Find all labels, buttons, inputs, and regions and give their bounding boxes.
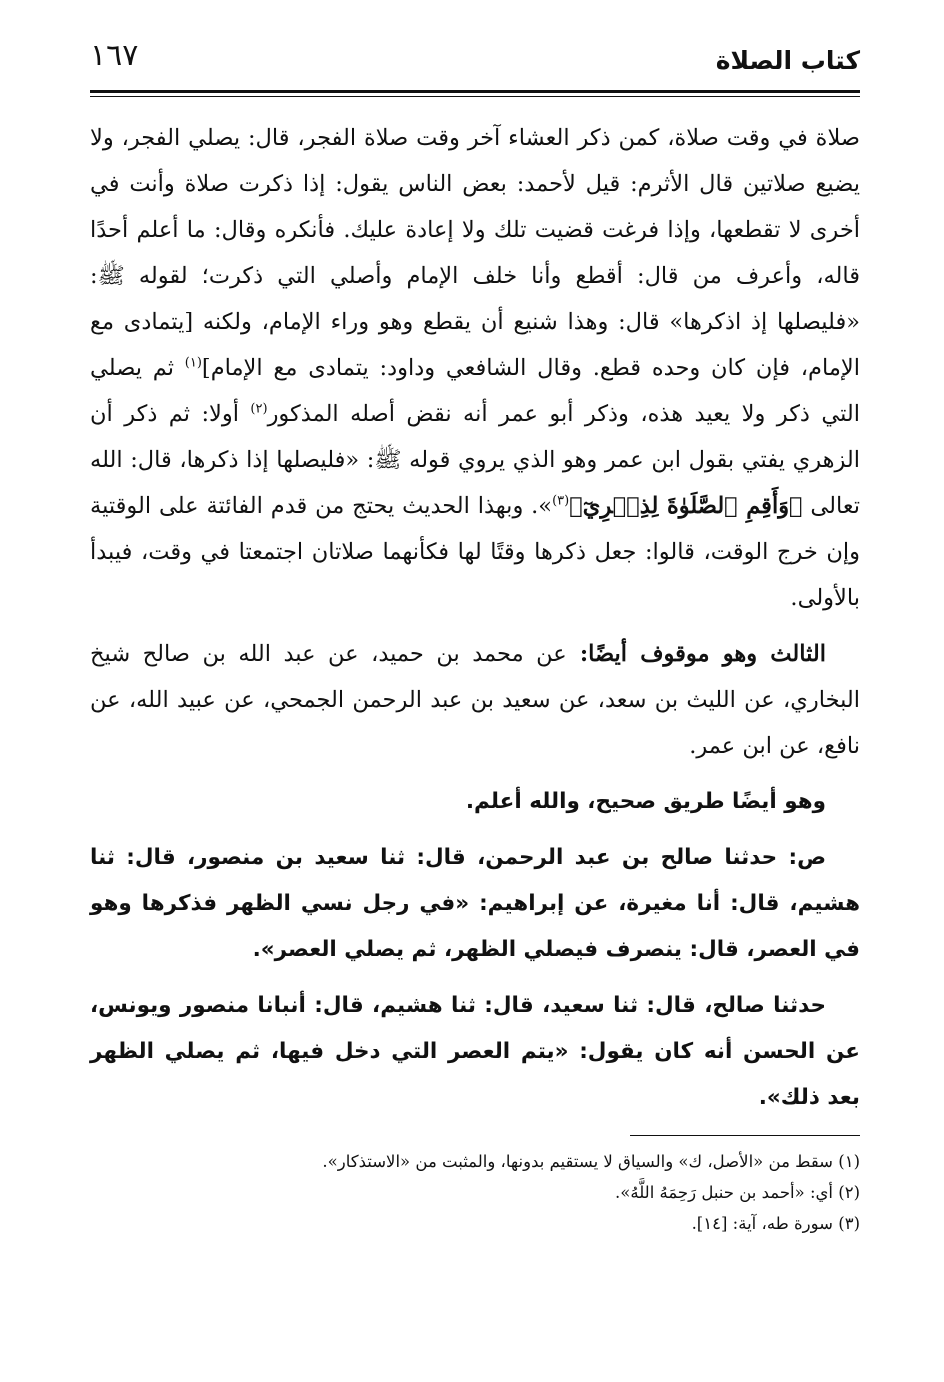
footnote-1: (١) سقط من «الأصل، ك» والسياق لا يستقيم بدونها، والمثبت من «الاستذكار». xyxy=(322,1152,860,1171)
paragraph-3: وهو أيضًا طريق صحيح، والله أعلم. xyxy=(465,789,826,814)
book-page xyxy=(90,32,860,1352)
page-number: ١٦٧ xyxy=(90,38,139,73)
footnotes xyxy=(90,1146,860,1239)
header-rule-thin xyxy=(90,96,860,97)
footnote-ref-1: (١) xyxy=(184,355,202,371)
paragraph-1-text-c: أولا: ثم ذكر أن الزهري يفتي بقول ابن عمر وهو الذي يروي قوله ﷺ: «فليصلها إذا ذكرها، قال: الله تعالى xyxy=(90,401,860,519)
footnote-divider xyxy=(630,1135,860,1136)
footnote-3: (٣) سورة طه، آية: [١٤]. xyxy=(691,1214,860,1233)
paragraph-2 xyxy=(90,631,860,769)
paragraph-5: حدثنا صالح، قال: ثنا سعيد، قال: ثنا هشيم، قال: أنبانا منصور ويونس، عن الحسن أنه كان يقول: «يتم العصر التي دخل فيها، ثم يصلي الظهر بعد ذلك». xyxy=(90,993,860,1110)
paragraph-4: ص: حدثنا صالح بن عبد الرحمن، قال: ثنا سعيد بن منصور، قال: ثنا هشيم، قال: أنا مغيرة، عن إبراهيم: «في رجل نسي الظهر فذكرها وهو في العصر، قال: ينصرف فيصلي الظهر، ثم يصلي العصر». xyxy=(90,845,860,962)
main-text xyxy=(90,115,860,1121)
paragraph-1-text-a: صلاة في وقت صلاة، كمن ذكر العشاء آخر وقت صلاة الفجر، قال: يصلي الفجر، ولا يضيع صلاتين قال الأثرم: قيل لأحمد: بعض الناس يقول: إذا ذكرت صلاة وأنت في أخرى لا تقطعها، وإذا فرغت قضيت تلك ولا إعادة عليك. فأنكره وقال: ما أعلم أحدًا قاله، وأعرف من قال: أقطع وأنا خلف الإمام وأصلي التي ذكرت؛ لقوله ﷺ: «فليصلها إذ اذكرها» قال: وهذا شنيع أن يقطع وهو وراء الإمام، ولكنه [يتمادى مع الإمام، فإن كان وحده قطع. وقال الشافعي وداود: يتمادى مع الإمام] xyxy=(90,125,860,381)
footnote-2: (٢) أي: «أحمد بن حنبل رَحِمَهُ اللَّهُ». xyxy=(615,1183,860,1202)
paragraph-1-text-b: ثم يصلي التي ذكر ولا يعيد هذه، وذكر أبو عمر أنه نقض أصله المذكور xyxy=(90,355,861,427)
running-header xyxy=(90,32,860,84)
paragraph-2-heading: الثالث وهو موقوف أيضًا: xyxy=(566,641,826,667)
paragraph-1-text-d: ». وبهذا الحديث يحتج من قدم الفائتة على الوقتية وإن خرج الوقت، قالوا: جعل ذكرها وقتًا لها فكأنهما صلاتان اجتمعتا في وقت، فيبدأ بالأولى. xyxy=(90,493,860,611)
paragraph-2-text: عن محمد بن حميد، عن عبد الله بن صالح شيخ البخاري، عن الليث بن سعد، عن سعيد بن عبد الرحمن الجمحي، عن عبيد الله، عن نافع، عن ابن عمر. xyxy=(90,641,860,759)
book-title: كتاب الصلاة xyxy=(715,46,860,75)
footnote-ref-2: (٢) xyxy=(250,401,268,417)
quran-verse: ﴿وَأَقِمِ ٱلصَّلَوٰةَ لِذِكۡرِيٓ﴾ xyxy=(569,493,803,519)
header-rule-thick xyxy=(90,90,860,93)
paragraph-1 xyxy=(90,115,860,621)
footnote-ref-3: (٣) xyxy=(552,493,570,509)
